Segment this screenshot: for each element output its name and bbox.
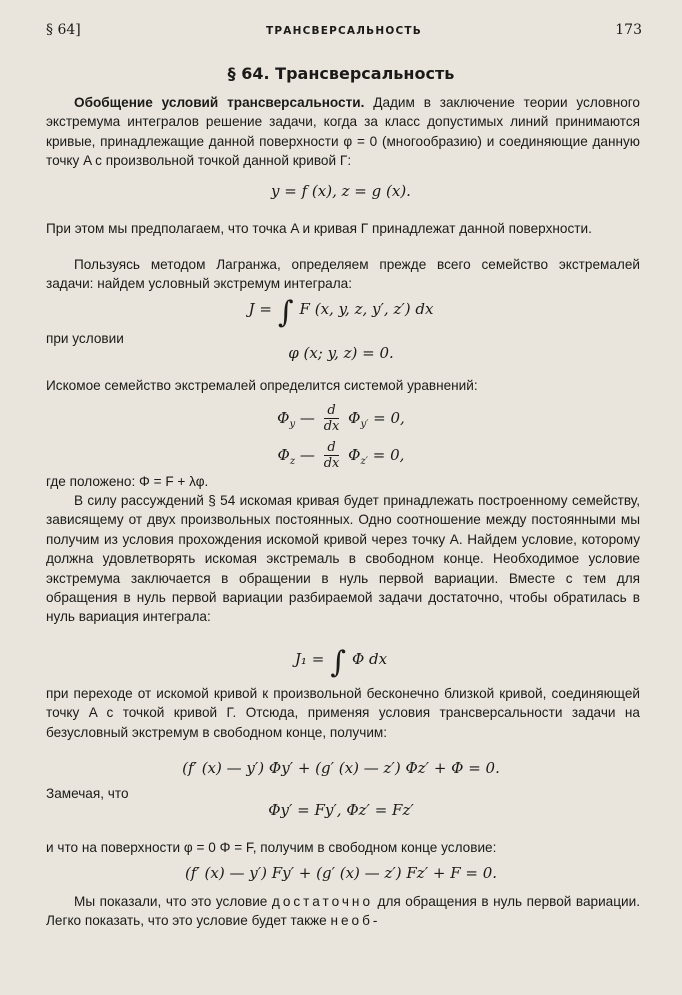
paragraph-10 <box>46 838 640 857</box>
sub-z: z <box>289 456 296 467</box>
header-section: § 64] <box>46 22 81 38</box>
formula-j-left: J = <box>248 300 272 318</box>
paragraph-1 <box>46 93 640 171</box>
integral-sign: ∫ <box>277 295 294 330</box>
paragraph-8-text: при переходе от искомой кривой к произвольной бесконечно близкой кривой, соединяющей точку A с точкой кривой Γ. Отсюда, применяя условия трансверсальности задачи на безусловный экстремум в свободном конце, получим: <box>46 686 640 740</box>
paragraph-5-text: Искомое семейство экстремалей определится системой уравнений: <box>46 378 478 393</box>
paragraph-3-text: Пользуясь методом Лагранжа, определяем прежде всего семейство экстремалей задачи: найдем условный экстремум интеграла: <box>46 257 640 292</box>
paragraph-9-text: Замечая, что <box>46 786 129 801</box>
formula-j1-right: Φ dx <box>351 650 388 668</box>
phi-symbol: Φ <box>277 409 290 427</box>
formula-j-right: F (x, y, z, y′, z′) dx <box>299 300 434 318</box>
phi-symbol: Φ <box>348 409 361 427</box>
frac-num: d <box>327 403 336 418</box>
equals-zero: = 0, <box>372 446 405 464</box>
sub-z-prime: z′ <box>360 456 368 467</box>
paragraph-6 <box>46 472 640 491</box>
frac-den: dx <box>323 419 340 434</box>
phi-symbol: Φ <box>348 446 361 464</box>
formula-transversality-f: (f′ (x) — y′) Fy′ + (g′ (x) — z′) Fz′ + F = 0. <box>184 864 498 882</box>
sub-y: y <box>289 419 296 430</box>
paragraph-11-text-a: Мы показали, что это условие <box>74 894 272 909</box>
emphasis-necessary: необ- <box>330 913 381 929</box>
section-title: § 64. Трансверсальность <box>227 64 455 83</box>
derivative-fraction <box>324 404 340 434</box>
frac-den: dx <box>323 456 340 471</box>
running-title: ТРАНСВЕРСАЛЬНОСТЬ <box>266 25 422 37</box>
emphasis-sufficient: достаточно <box>271 894 373 909</box>
formula-j1-left: J₁ = <box>294 650 325 668</box>
paragraph-11-text-b: для обращения в нуль первой вариации. Легко показать, что это условие будет также <box>46 894 640 929</box>
formula-transversality-phi: (f′ (x) — y′) Φy′ + (g′ (x) — z′) Φz′ + Φ = 0. <box>182 759 500 777</box>
paragraph-6-text: где положено: Φ = F + λφ. <box>46 474 209 489</box>
paragraph-10-text: и что на поверхности φ = 0 Φ = F, получим в свободном конце условие: <box>46 840 497 855</box>
phi-symbol: Φ <box>277 446 290 464</box>
equals-zero: = 0, <box>373 409 405 427</box>
formula-constraint: φ (x; y, z) = 0. <box>288 344 394 362</box>
paragraph-1-heading: Обобщение условий трансверсальности. <box>74 95 365 110</box>
formula-euler-y <box>0 404 682 434</box>
paragraph-3 <box>46 255 640 294</box>
frac-num: d <box>327 440 336 455</box>
minus-sign: — <box>299 409 315 427</box>
paragraph-8 <box>46 684 640 742</box>
page-number: 173 <box>615 22 642 38</box>
formula-integral-j1 <box>0 645 682 680</box>
page-header <box>46 22 642 42</box>
paragraph-7-text: В силу рассуждений § 54 искомая кривая будет принадлежать построенному семейству, зависящему от двух произвольных постоянных. Одно соотношение между постоянными мы получим из условия прохождения искомой кривой через точку A. Найдем условие, которому должна удовлетворять искомая экстремаль в свободном конце. Необходимое условие экстремума заключается в обращении в нуль первой вариации. Вместе с тем для обращения в нуль первой вариации разбираемой задачи достаточно, чтобы обратилась в нуль вариация интеграла: <box>46 493 640 625</box>
paragraph-1-text: Дадим в заключение теории условного экстремума интегралов решение задачи, когда за класс допустимых линий принимаются кривые, принадлежащие данной поверхности φ = 0 (многообразию) и соединяющие данную точку A с произвольной точкой данной кривой Γ: <box>46 95 640 169</box>
integral-sign: ∫ <box>330 645 346 680</box>
paragraph-7 <box>46 491 640 627</box>
minus-sign: — <box>299 446 315 464</box>
formula-curve: y = f (x), z = g (x). <box>271 182 411 200</box>
formula-euler-z <box>0 441 682 471</box>
paragraph-2 <box>46 219 640 238</box>
formula-phi-equals-f: Φy′ = Fy′, Φz′ = Fz′ <box>268 801 414 819</box>
paragraph-5 <box>46 376 640 395</box>
derivative-fraction <box>324 441 340 471</box>
paragraph-11 <box>46 892 640 931</box>
formula-integral-j <box>0 295 682 330</box>
paragraph-2-text: При этом мы предполагаем, что точка A и кривая Γ принадлежат данной поверхности. <box>46 221 592 236</box>
sub-y-prime: y′ <box>360 419 369 430</box>
paragraph-4-text: при условии <box>46 331 124 346</box>
